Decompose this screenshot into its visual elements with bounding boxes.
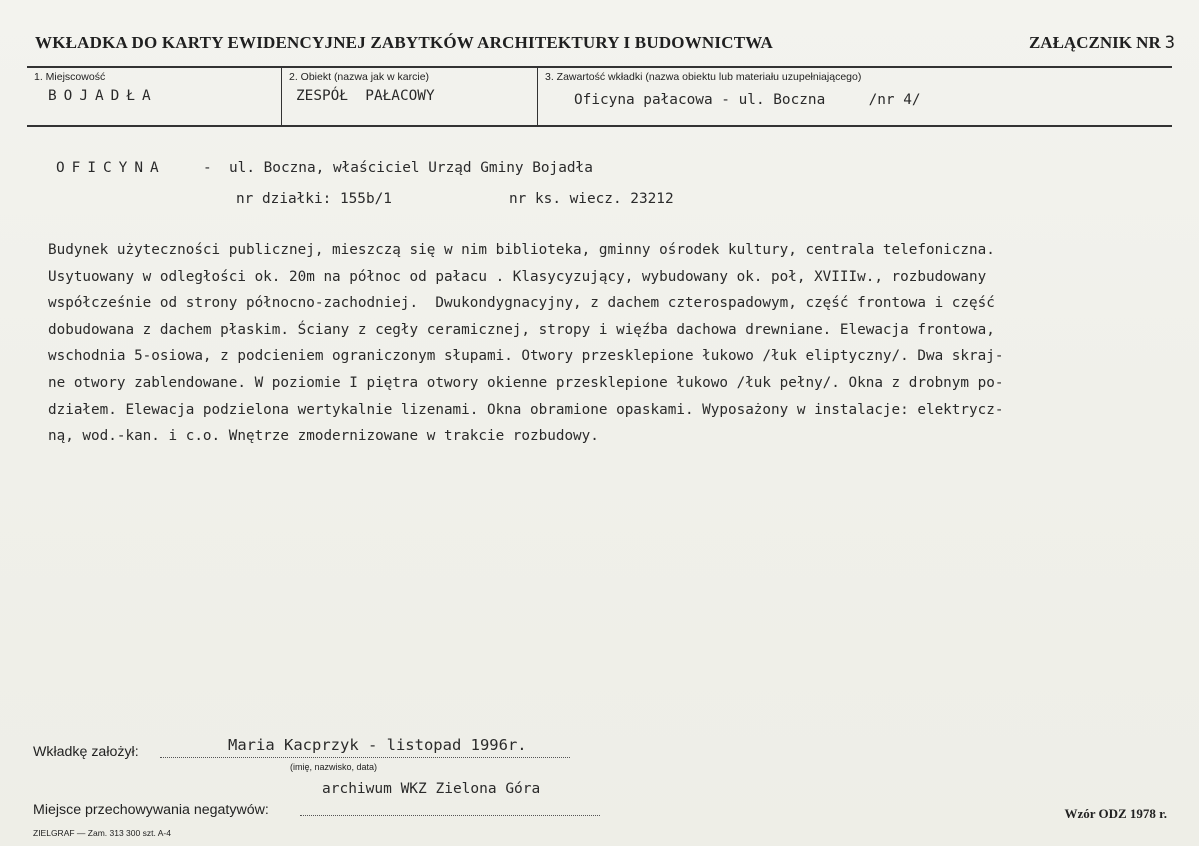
- description-line: ne otwory zablendowane. W poziomie I piętra otwory okienne przesklepione łukowo /łuk pełny/. Okna z drobnym po-: [48, 374, 1004, 391]
- printer-note: ZIELGRAF — Zam. 313 300 szt. A-4: [33, 828, 171, 838]
- contents-label: 3. Zawartość wkładki (nazwa obiektu lub materiału uzupełniającego): [545, 71, 862, 83]
- field-divider-2: [537, 68, 538, 125]
- annex-number-value: 3: [1164, 33, 1175, 53]
- annex-number: [1029, 33, 1175, 53]
- object-value: ZESPÓŁ PAŁACOWY: [296, 88, 435, 104]
- description-line: współcześnie od strony północno-zachodniej. Dwukondygnacyjny, z dachem czterospadowym, część frontowa i część: [48, 295, 995, 312]
- description-line: działem. Elewacja podzielona wertykalnie lizenami. Okna obramione opaskami. Wyposażony w instalacje: elektrycz-: [48, 401, 1004, 418]
- description-line: dobudowana z dachem płaskim. Ściany z cegły ceramicznej, stropy i więźba dachowa drewniane. Elewacja frontowa,: [48, 321, 995, 338]
- description-line: wschodnia 5-osiowa, z podcieniem ograniczonym słupami. Otwory przesklepione łukowo /łuk eliptyczny/. Dwa skraj-: [48, 348, 1004, 365]
- field-divider-1: [281, 68, 282, 125]
- created-by-line: [160, 757, 570, 758]
- locality-label: 1. Miejscowość: [34, 71, 106, 83]
- description-line: Budynek użyteczności publicznej, mieszczą się w nim biblioteka, gminny ośrodek kultury, centrala telefoniczna.: [48, 242, 995, 258]
- form-title: WKŁADKA DO KARTY EWIDENCYJNEJ ZABYTKÓW ARCHITEKTURY I BUDOWNICTWA: [35, 33, 774, 52]
- building-name: OFICYNA: [56, 160, 166, 176]
- created-by-note: (imię, nazwisko, data): [290, 762, 378, 772]
- description-line: ną, wod.-kan. i c.o. Wnętrze zmodernizowane w trakcie rozbudowy.: [48, 428, 599, 445]
- negatives-location-value: archiwum WKZ Zielona Góra: [322, 781, 541, 797]
- created-by-label: Wkładkę założył:: [33, 744, 139, 760]
- description-line: Usytuowany w odległości ok. 20m na północ od pałacu . Klasycyzujący, wybudowany ok. poł, XVIIIw., rozbudowany: [48, 268, 987, 285]
- created-by-value: Maria Kacprzyk - listopad 1996r.: [228, 736, 527, 754]
- contents-value: Oficyna pałacowa - ul. Boczna /nr 4/: [574, 92, 921, 108]
- parcel-number: nr działki: 155b/1: [236, 191, 392, 207]
- header-top-rule: [27, 66, 1172, 68]
- negatives-location-label: Miejsce przechowywania negatywów:: [33, 802, 269, 818]
- building-address-owner: - ul. Boczna, właściciel Urząd Gminy Bojadła: [203, 160, 593, 176]
- object-label: 2. Obiekt (nazwa jak w karcie): [289, 71, 430, 83]
- land-register-number: nr ks. wiecz. 23212: [509, 191, 674, 207]
- negatives-location-line: [300, 815, 600, 816]
- building-description: [48, 237, 1178, 450]
- locality-value: BOJADŁA: [48, 88, 158, 104]
- annex-label: ZAŁĄCZNIK NR: [1028, 33, 1161, 52]
- header-bottom-rule: [27, 125, 1172, 127]
- form-model: Wzór ODZ 1978 r.: [1064, 806, 1167, 821]
